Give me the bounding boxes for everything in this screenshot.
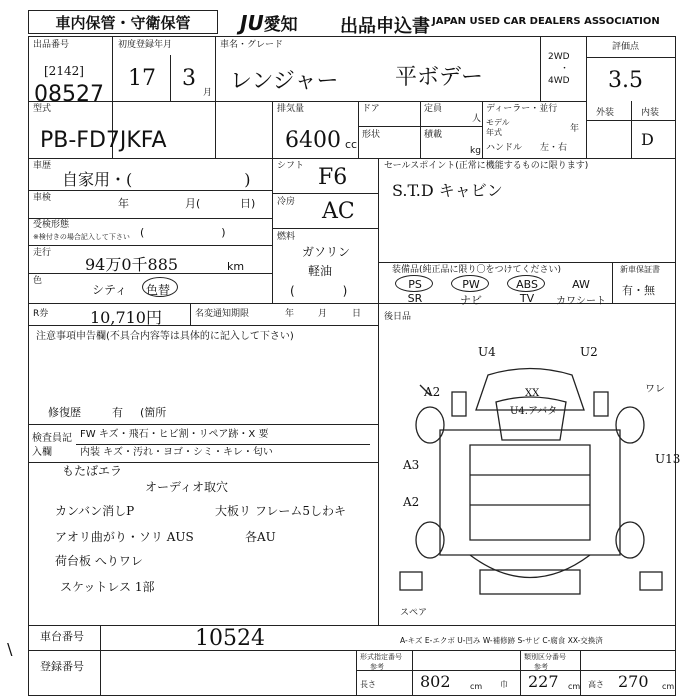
equipment-aw[interactable]: AW	[572, 278, 590, 291]
displacement-value: 6400	[285, 128, 341, 153]
width-value: 227	[528, 672, 559, 691]
r-ken-label: R券	[33, 309, 49, 319]
association-name: JAPAN USED CAR DEALERS ASSOCIATION	[432, 16, 660, 27]
inspector-label: 検査員記入欄	[32, 433, 72, 458]
fuel-paren: ( )	[290, 284, 348, 298]
inspection-day: 日)	[240, 197, 256, 210]
mark-a2-left: A2	[424, 385, 441, 399]
registration-month: 3	[182, 66, 196, 91]
history-label: 車歴	[33, 161, 52, 171]
inspector-row2: 内装 キズ・汚れ・ヨゴ・シミ・キレ・匂い	[80, 447, 273, 458]
lot-number: 08527	[34, 82, 104, 107]
inspector-note-6: 荷台板 へりワレ	[55, 554, 143, 568]
capacity-label: 定員	[424, 104, 443, 114]
spec-label1: 形式指定番号	[360, 653, 402, 661]
interior-label: 内装	[641, 108, 660, 118]
equipment-tv[interactable]: TV	[519, 292, 535, 305]
mark-a3-left: A3	[403, 458, 420, 472]
lot-bracket-number: [2142]	[44, 64, 84, 78]
equipment-label: 装備品(純正品に限り〇をつけてください)	[392, 265, 562, 275]
repair-part: (箇所	[140, 406, 167, 419]
color-changed: 色替	[146, 283, 171, 297]
spec-label2: 類別区分番号	[524, 653, 566, 661]
chassis-value: 10524	[195, 626, 265, 651]
notice-year: 年	[285, 309, 295, 319]
lot-label: 出品番号	[33, 40, 70, 50]
shape-label: 形状	[362, 130, 381, 140]
fuel-value: ガソリン	[302, 245, 351, 259]
width-unit: cm	[568, 682, 581, 691]
notice-month: 月	[318, 309, 328, 319]
length-unit: cm	[470, 682, 483, 691]
notice-day: 日	[352, 309, 362, 319]
mileage-unit: km	[227, 260, 245, 273]
damage-legend: A-キズ E-エクボ U-凹み W-補修跡 S-サビ C-腐食 XX-交換済	[400, 636, 603, 645]
ju-logo: JU愛知	[240, 11, 298, 35]
mileage-value: 94万0千885	[85, 255, 179, 274]
height-unit: cm	[662, 682, 675, 691]
equipment-abs[interactable]: ABS	[516, 278, 538, 291]
equipment-pw[interactable]: PW	[462, 278, 480, 291]
inspector-note-4: アオリ曲がり・ソリ AUS	[55, 530, 194, 544]
drive-4wd: 4WD	[548, 76, 570, 86]
interior-value: D	[641, 130, 654, 149]
spec-ref2: 参考	[534, 663, 548, 671]
form-title: 出品申込書	[340, 16, 430, 37]
chassis-label: 車台番号	[40, 630, 84, 643]
equipment-sr[interactable]: SR	[407, 292, 423, 305]
accept-note: ※検付きの場合記入して下さい	[33, 233, 130, 241]
handle-options: 左・右	[540, 143, 568, 153]
mileage-label: 走行	[33, 248, 52, 258]
inspector-row1: FW キズ・飛石・ヒビ割・リペア跡・X 要	[80, 429, 269, 440]
drive-sep: ・	[560, 64, 570, 74]
model-year-unit: 年	[570, 124, 580, 134]
mark-a2-left-rear: A2	[403, 495, 420, 509]
mark-u2-top: U2	[580, 345, 598, 359]
shift-label: シフト	[277, 161, 305, 171]
mark-spare: スペア	[400, 608, 428, 618]
new-warranty-label: 新車保証書	[620, 265, 660, 274]
registration-label: 初度登録年月	[118, 40, 173, 50]
spec-ref1: 参考	[370, 663, 384, 671]
repair-label: 修復歴	[48, 406, 81, 419]
model-year-label: モデル 年式	[486, 118, 510, 137]
later-input-label: 後日品	[384, 312, 412, 322]
load-label: 積載	[424, 130, 443, 140]
car-name-label: 車名・グレード	[220, 40, 284, 50]
fuel-label: 燃料	[277, 232, 296, 242]
length-value: 802	[420, 672, 451, 691]
color-label: 色	[33, 276, 43, 286]
registration-month-unit: 月	[203, 88, 213, 98]
equipment-ps[interactable]: PS	[408, 278, 422, 291]
displacement-label: 排気量	[277, 104, 305, 114]
r-ken-value: 10,710円	[90, 308, 162, 327]
storage-title: 車内保管・守衛保管	[28, 10, 218, 34]
mark-u4-top: U4	[478, 345, 496, 359]
history-value: 自家用・( )	[62, 170, 251, 189]
displacement-unit: cc	[345, 138, 358, 151]
length-label: 長さ	[360, 680, 376, 689]
inspection-label: 車検	[33, 193, 52, 203]
inspector-note-5: 各AU	[245, 530, 276, 544]
exterior-label: 外装	[596, 108, 615, 118]
repair-value: 有	[112, 406, 123, 419]
color-value: シティ	[92, 283, 128, 297]
mark-u13-right: U13	[655, 452, 681, 466]
doors-label: ドア	[362, 104, 380, 114]
mark-xx: XX	[525, 388, 540, 399]
dealer-label: ディーラー・並行	[486, 104, 558, 114]
accept-paren: ( )	[140, 226, 226, 239]
load-unit: kg	[470, 146, 481, 156]
mark-u4-abata: U4.アバタ	[510, 406, 558, 417]
equipment-leather-seat[interactable]: カワシート	[556, 296, 606, 307]
registration-year: 17	[128, 66, 156, 91]
capacity-unit: 人	[472, 114, 482, 124]
height-value: 270	[618, 672, 649, 691]
inspector-note-1: オーディオ取穴	[145, 480, 229, 494]
new-warranty-value: 有・無	[622, 284, 655, 297]
model-label: 型式	[33, 104, 52, 114]
sales-point-value: S.T.D キャビン	[392, 181, 503, 200]
drive-2wd: 2WD	[548, 52, 570, 62]
height-label: 高さ	[588, 680, 604, 689]
accept-label: 受検形態	[33, 220, 70, 230]
notice-label: 名変通知期限	[195, 309, 250, 319]
mark-ware-right: ワレ	[645, 384, 665, 395]
fuel-value2: 軽油	[308, 264, 333, 278]
margin-mark: ∖	[4, 640, 15, 659]
score-label: 評価点	[612, 42, 640, 52]
inspector-note-2: カンバン消しP	[55, 504, 135, 518]
handle-label: ハンドル	[486, 143, 523, 153]
sales-point-label: セールスポイント(正常に機能するものに限ります)	[384, 161, 589, 171]
shift-value: F6	[318, 165, 348, 190]
aircon-label: 冷房	[277, 197, 296, 207]
inspector-note-7: スケットレス 1部	[60, 580, 155, 594]
car-grade: 平ボデー	[395, 65, 484, 90]
inspector-note-0: もたばエラ	[62, 464, 123, 478]
car-name: レンジャー	[230, 69, 339, 94]
inspection-month: 月(	[185, 197, 201, 210]
score-value: 3.5	[608, 68, 643, 93]
inspection-year: 年	[118, 197, 129, 210]
inspector-note-3: 大板リ フレーム5しわキ	[215, 504, 346, 518]
reg-number-label: 登録番号	[40, 660, 84, 673]
aircon-value: AC	[322, 199, 355, 224]
equipment-navi[interactable]: ナビ	[460, 294, 482, 307]
model-value: PB-FD7JKFA	[40, 128, 167, 153]
width-label: 巾	[500, 680, 508, 689]
notes-label: 注意事項申告欄(不具合内容等は具体的に記入して下さい)	[36, 331, 294, 342]
